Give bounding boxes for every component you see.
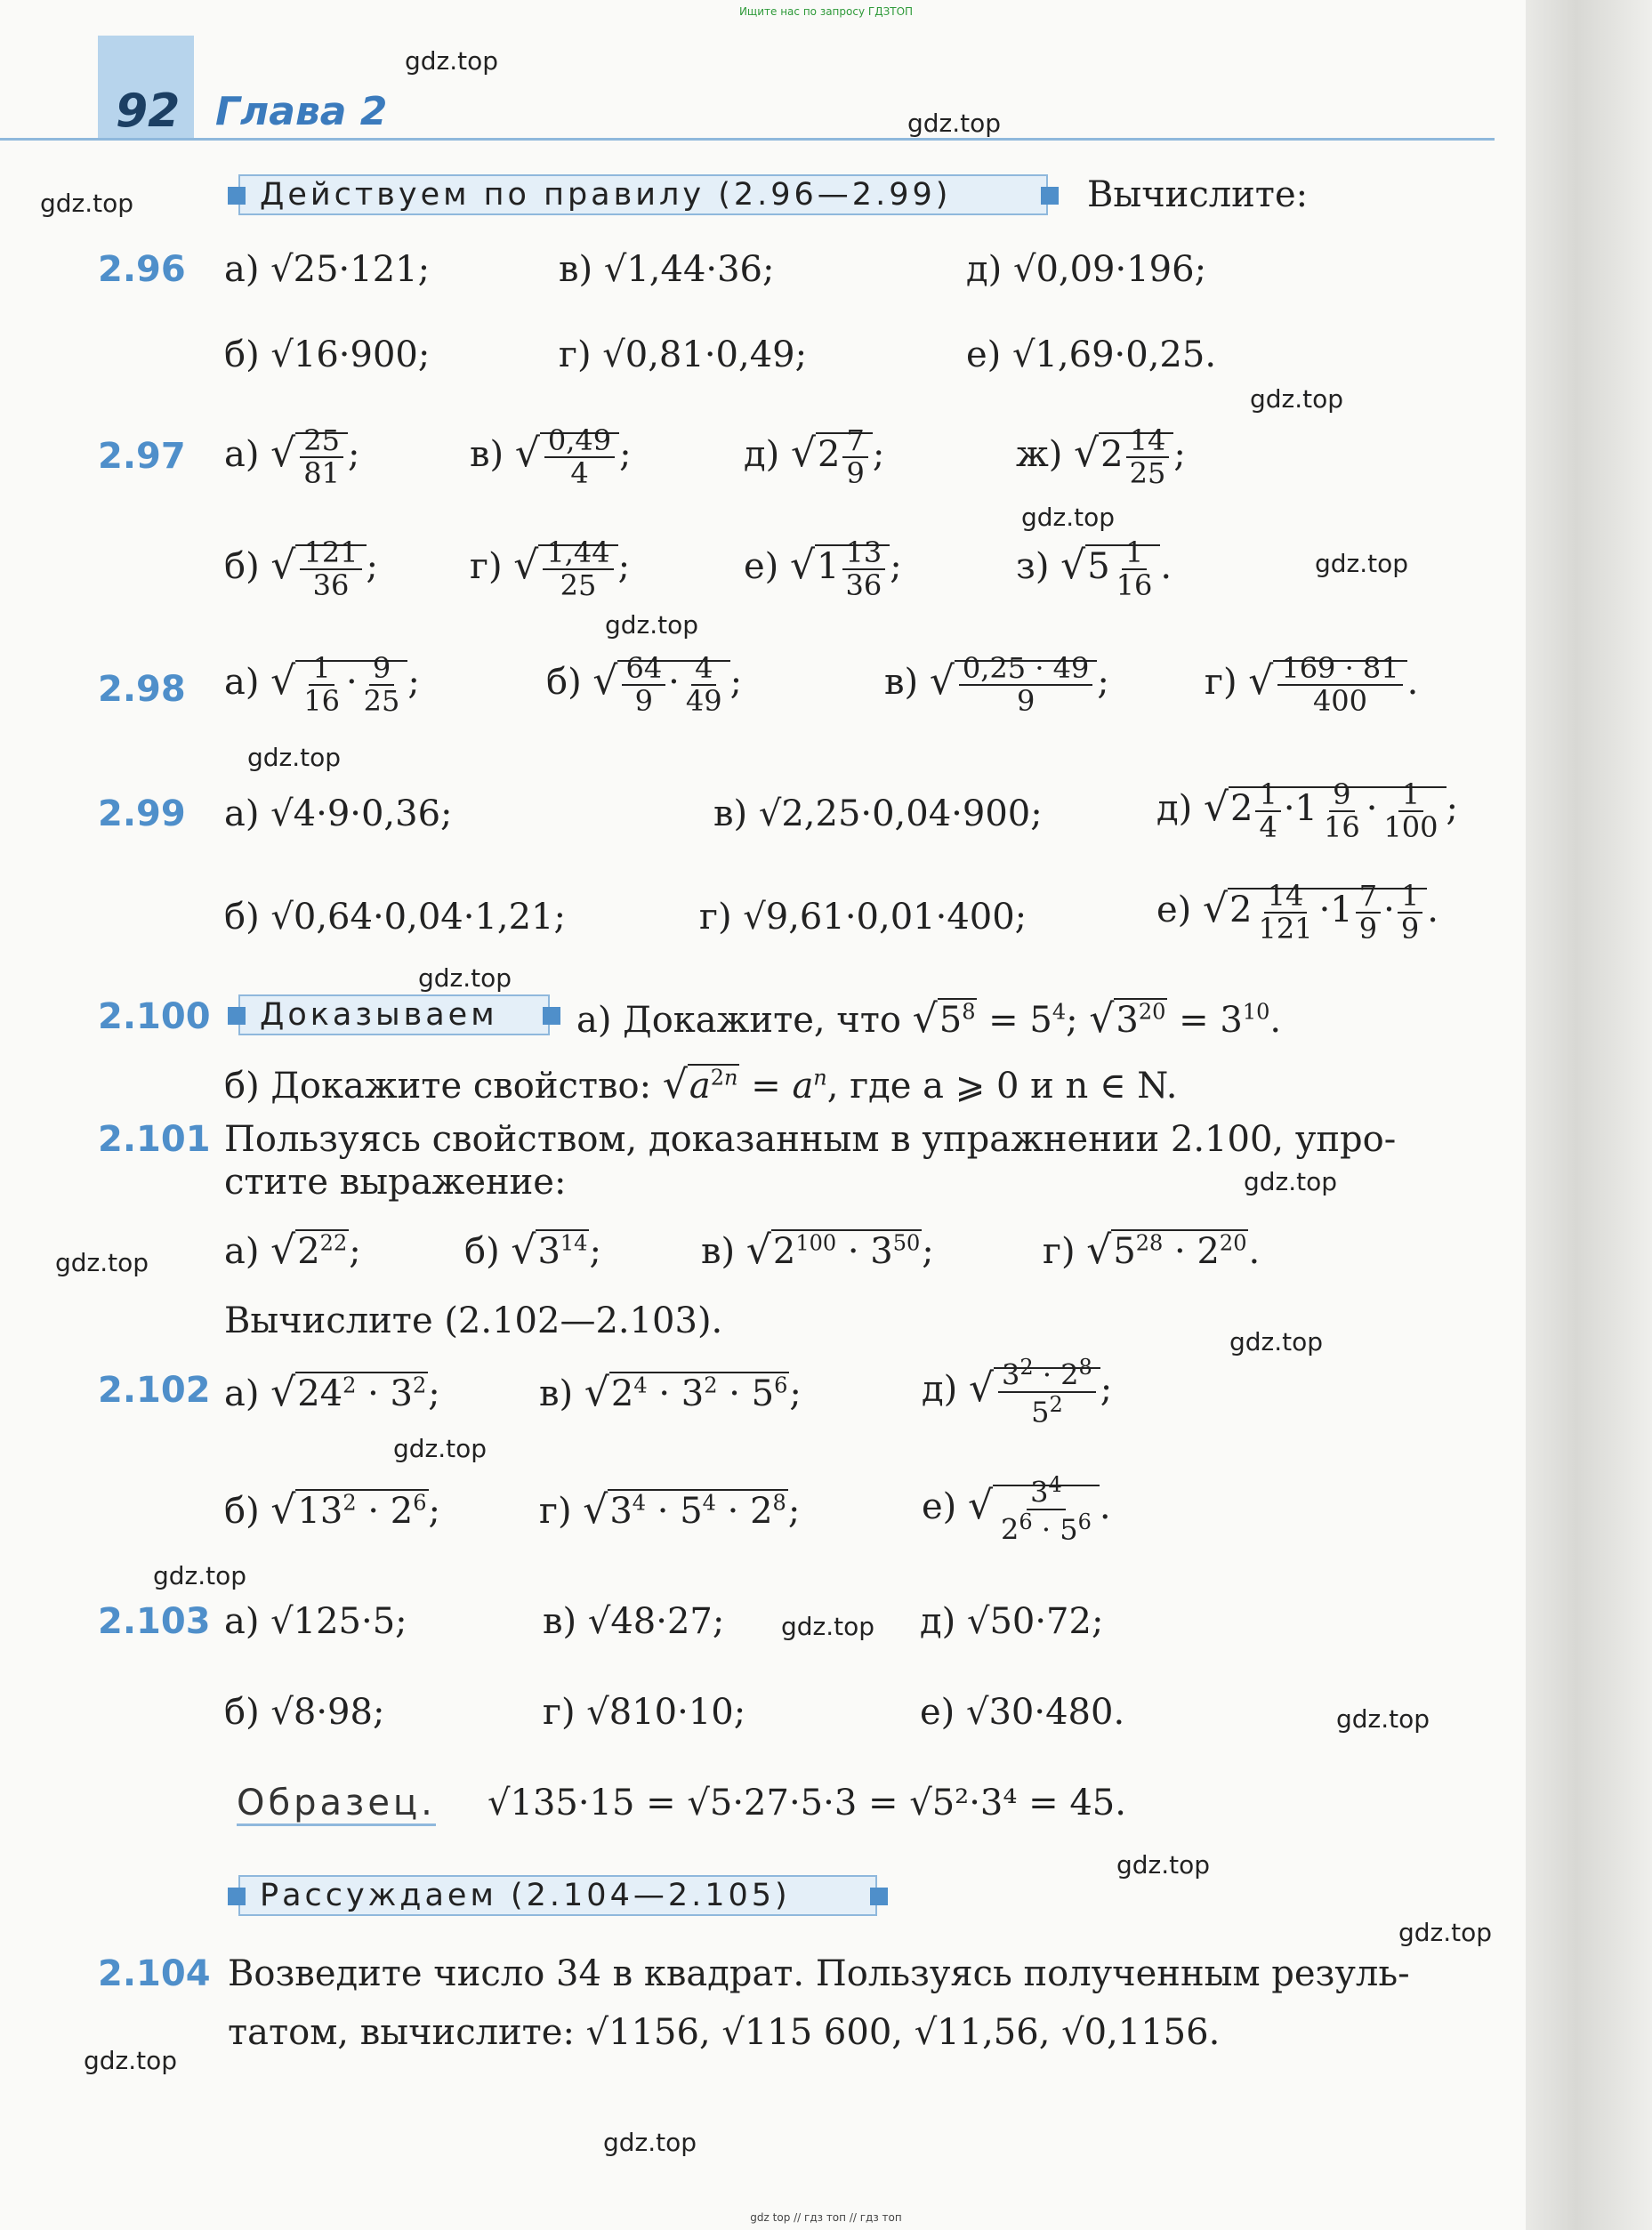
square-bullet-icon [228, 187, 246, 205]
problem-number: 2.97 [98, 436, 186, 477]
problem-item: г) √9,61·0,01·400; [699, 897, 1027, 938]
radical: √ $\frac{121}{36}$ [270, 537, 366, 601]
item-label: е) [744, 546, 779, 588]
watermark: gdz.top [1244, 1167, 1338, 1196]
section-header-rule [238, 174, 1048, 215]
problem-item: а) √ $24^2 \cdot 3^2$; [224, 1370, 440, 1415]
square-bullet-icon [1041, 187, 1059, 205]
problem-text: Возведите число 34 в квадрат. Пользуясь полученным резуль- [228, 1953, 1410, 1994]
section-tag: Доказываем [260, 997, 498, 1033]
problem-item: ж) √ 2 $\frac{14}{25}$ ; [1016, 425, 1186, 489]
problem-text: Пользуясь свойством, доказанным в упражнении 2.100, упро- [224, 1119, 1397, 1160]
section-header-rule [238, 1875, 877, 1916]
watermark: gdz.top [40, 189, 134, 218]
item-label: а) [224, 434, 260, 476]
watermark: gdz.top [907, 109, 1002, 138]
sample-expression: √135·15 = √5·27·5·3 = √5²·3⁴ = 45. [488, 1783, 1126, 1823]
radical: √ $\frac{1,44}{25}$ [513, 537, 617, 601]
problem-item: е) √ 2 $\frac{14}{121}$ ·1 $\frac{7}{9}$ · $\frac{1}{9}$ . [1156, 881, 1438, 945]
radical: √ 1 $\frac{13}{36}$ [790, 537, 890, 601]
item-label: з) [1016, 546, 1050, 588]
square-bullet-icon [228, 1007, 246, 1025]
radical: √ 2 $\frac{14}{25}$ [1074, 425, 1173, 489]
section-instruction: Вычислите (2.102—2.103). [224, 1300, 723, 1341]
watermark: gdz.top [418, 963, 512, 993]
problem-number: 2.102 [98, 1370, 211, 1411]
problem-item: г) √ $3^4 \cdot 5^4 \cdot 2^8$; [539, 1487, 800, 1533]
problem-text: а) Докажите, что √ $5^8 = 5^4$; √ $3^{20} = 3^{10}$. [576, 996, 1281, 1042]
section-header-rule [238, 994, 550, 1035]
item-label: в) [470, 434, 504, 476]
watermark: gdz.top [1116, 1850, 1211, 1880]
square-bullet-icon [228, 1888, 246, 1905]
problem-item: б) √8·98; [224, 1692, 385, 1733]
problem-item: б) √ $3^{14}$; [464, 1228, 601, 1273]
problem-text: стите выражение: [224, 1162, 567, 1203]
watermark: gdz.top [247, 743, 342, 772]
problem-text: татом, вычислите: √1156, √115 600, √11,56, √0,1156. [228, 2012, 1221, 2053]
problem-number: 2.96 [98, 249, 186, 290]
problem-item: д) √0,09·196; [966, 249, 1207, 290]
problem-item: в) √1,44·36; [559, 249, 775, 290]
watermark: gdz.top [405, 46, 499, 76]
bottom-notice: gdz top // гдз топ // гдз топ [750, 2211, 902, 2224]
problem-item: а) √125·5; [224, 1601, 407, 1642]
problem-number: 2.104 [98, 1953, 211, 1994]
watermark: gdz.top [393, 1434, 488, 1463]
problem-item: в) √2,25·0,04·900; [713, 793, 1043, 834]
watermark: gdz.top [1021, 503, 1116, 532]
problem-item: г) √ $\frac{169 \cdot 81}{400}$ . [1205, 653, 1418, 717]
chapter-title: Глава 2 [215, 89, 388, 134]
watermark: gdz.top [1336, 1704, 1430, 1734]
problem-item: в) √48·27; [543, 1601, 725, 1642]
radical: √ 5 $\frac{1}{16}$ [1060, 537, 1160, 601]
problem-item: а) √ $2^{22}$; [224, 1228, 361, 1273]
problem-item: в) √ $\frac{0,25 \cdot 49}{9}$ ; [884, 653, 1109, 717]
problem-item: б) √16·900; [224, 334, 431, 375]
problem-item: е) √ $\frac{3^4}{2^6 \cdot 5^6}$ . [922, 1473, 1111, 1546]
problem-item: е) √30·480. [920, 1692, 1125, 1733]
problem-item: д) √ 2 $\frac{1}{4}$ ·1 $\frac{9}{16}$ · $\frac{1}{100}$ ; [1156, 779, 1458, 843]
item-label: д) [744, 434, 780, 476]
watermark: gdz.top [153, 1561, 247, 1590]
top-notice: Ищите нас по запросу ГДЗТОП [738, 5, 914, 18]
problem-number: 2.98 [98, 669, 186, 710]
problem-number: 2.99 [98, 793, 186, 834]
problem-item: а) √ $\frac{25}{81}$ ; [224, 425, 359, 489]
watermark: gdz.top [603, 2128, 697, 2157]
problem-item: а) √25·121; [224, 249, 431, 290]
item-label: ж) [1016, 434, 1063, 476]
problem-text: б) Докажите свойство: √ $a^{2n} = a^n$, где a ⩾ 0 и n ∈ N. [224, 1062, 1177, 1107]
problem-item: г) √ $5^{28} \cdot 2^{20}$. [1043, 1228, 1260, 1273]
section-title: Рассуждаем (2.104—2.105) [260, 1878, 791, 1913]
watermark: gdz.top [1229, 1327, 1324, 1357]
problem-item: б) √ $\frac{121}{36}$ ; [224, 537, 378, 601]
watermark: gdz.top [1315, 549, 1409, 578]
radical: √ 2 $\frac{7}{9}$ [791, 425, 873, 489]
radical: √ $\frac{0,49}{4}$ [515, 425, 619, 489]
problem-item: б) √0,64·0,04·1,21; [224, 897, 566, 938]
problem-item: в) √ $2^{100} \cdot 3^{50}$; [701, 1228, 934, 1273]
problem-item: в) √ $2^4 \cdot 3^2 \cdot 5^6$; [539, 1370, 802, 1415]
section-instruction: Вычислите: [1087, 174, 1309, 215]
problem-item: е) √1,69·0,25. [966, 334, 1217, 375]
problem-item: д) √ $\frac{3^2 \cdot 2^8}{5^2}$ ; [922, 1356, 1112, 1429]
problem-item: д) √50·72; [920, 1601, 1104, 1642]
item-label: б) [224, 546, 260, 588]
sample-label: Образец. [237, 1783, 436, 1826]
header-rule [0, 138, 1495, 141]
problem-number: 2.101 [98, 1119, 211, 1160]
watermark: gdz.top [1250, 384, 1344, 414]
problem-item: б) √ $13^2 \cdot 2^6$; [224, 1487, 440, 1533]
problem-item: з) √ 5 $\frac{1}{16}$ . [1016, 537, 1172, 601]
problem-item: а) √ $\frac{1}{16}$ · $\frac{9}{25}$ ; [224, 653, 420, 717]
problem-item: д) √ 2 $\frac{7}{9}$ ; [744, 425, 884, 489]
problem-item: г) √0,81·0,49; [559, 334, 808, 375]
section-title: Действуем по правилу (2.96—2.99) [260, 177, 952, 213]
square-bullet-icon [543, 1007, 560, 1025]
page-number: 92 [116, 85, 181, 138]
problem-item: г) √ $\frac{1,44}{25}$ ; [470, 537, 630, 601]
watermark: gdz.top [605, 610, 699, 640]
problem-number: 2.103 [98, 1601, 211, 1642]
watermark: gdz.top [55, 1248, 149, 1277]
problem-item: в) √ $\frac{0,49}{4}$ ; [470, 425, 632, 489]
problem-item: а) √4·9·0,36; [224, 793, 453, 834]
item-label: г) [470, 546, 503, 588]
radical: √ $\frac{25}{81}$ [270, 425, 348, 489]
watermark: gdz.top [84, 2046, 178, 2075]
problem-item: е) √ 1 $\frac{13}{36}$ ; [744, 537, 902, 601]
problem-number: 2.100 [98, 996, 211, 1037]
problem-item: б) √ $\frac{64}{9}$ · $\frac{4}{49}$ ; [546, 653, 742, 717]
square-bullet-icon [870, 1888, 888, 1905]
book-spine-shadow [1526, 0, 1652, 2230]
watermark: gdz.top [781, 1612, 875, 1641]
problem-item: г) √810·10; [543, 1692, 746, 1733]
watermark: gdz.top [1398, 1918, 1493, 1947]
